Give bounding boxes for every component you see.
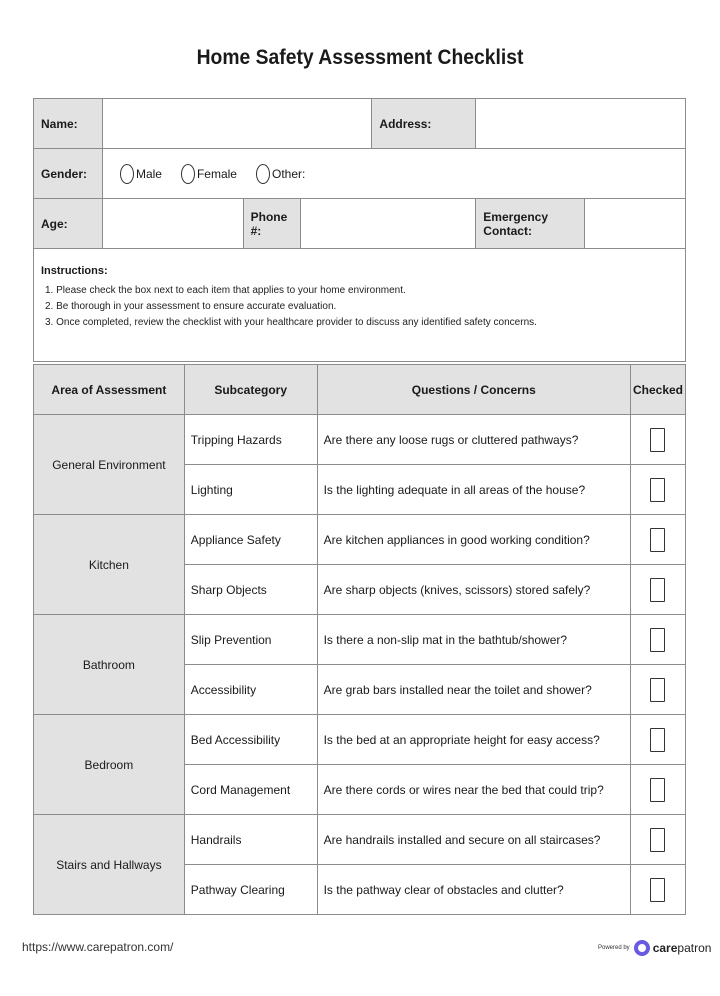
checkbox[interactable] bbox=[650, 728, 665, 752]
patient-info-table bbox=[33, 98, 686, 362]
gender-female-radio[interactable] bbox=[181, 164, 237, 184]
question-cell: Is the lighting adequate in all areas of the house? bbox=[317, 465, 630, 515]
table-row bbox=[34, 715, 686, 765]
question-cell: Are there any loose rugs or cluttered pathways? bbox=[317, 415, 630, 465]
subcategory-cell: Appliance Safety bbox=[184, 515, 317, 565]
gender-options bbox=[102, 149, 685, 199]
address-field[interactable] bbox=[476, 99, 686, 149]
checked-cell bbox=[630, 415, 685, 465]
subcategory-cell: Sharp Objects bbox=[184, 565, 317, 615]
checked-cell bbox=[630, 665, 685, 715]
question-cell: Are there cords or wires near the bed that could trip? bbox=[317, 765, 630, 815]
gender-label: Gender: bbox=[34, 149, 103, 199]
checkbox[interactable] bbox=[650, 478, 665, 502]
age-field[interactable] bbox=[102, 199, 243, 249]
area-stairs-and-hallways: Stairs and Hallways bbox=[34, 815, 185, 915]
brand-name-prefix: care bbox=[652, 941, 678, 955]
question-cell: Is the pathway clear of obstacles and clutter? bbox=[317, 865, 630, 915]
checkbox[interactable] bbox=[650, 428, 665, 452]
instruction-line: 3. Once completed, review the checklist with your healthcare provider to discuss any identified safety concerns. bbox=[45, 317, 537, 328]
checkbox[interactable] bbox=[650, 528, 665, 552]
checkbox[interactable] bbox=[650, 828, 665, 852]
subcategory-cell: Slip Prevention bbox=[184, 615, 317, 665]
checkbox[interactable] bbox=[650, 878, 665, 902]
brand-name-suffix: patron bbox=[677, 941, 712, 955]
table-row bbox=[34, 515, 686, 565]
table-row bbox=[34, 815, 686, 865]
question-cell: Are kitchen appliances in good working condition? bbox=[317, 515, 630, 565]
subcategory-cell: Bed Accessibility bbox=[184, 715, 317, 765]
instruction-line: 2. Be thorough in your assessment to ensure accurate evaluation. bbox=[45, 301, 337, 312]
subcategory-cell: Cord Management bbox=[184, 765, 317, 815]
question-cell: Is the bed at an appropriate height for easy access? bbox=[317, 715, 630, 765]
gender-female-label: Female bbox=[196, 166, 237, 181]
checked-cell bbox=[630, 565, 685, 615]
instruction-line: 1. Please check the box next to each item that applies to your home environment. bbox=[45, 285, 406, 296]
checked-cell bbox=[630, 815, 685, 865]
page-title: Home Safety Assessment Checklist bbox=[196, 46, 524, 69]
gender-other-radio[interactable] bbox=[256, 164, 305, 184]
checkbox[interactable] bbox=[650, 578, 665, 602]
radio-circle-icon[interactable] bbox=[181, 164, 195, 184]
table-header-row bbox=[34, 365, 686, 415]
phone-field[interactable] bbox=[300, 199, 476, 249]
brand-name bbox=[653, 941, 712, 955]
subcategory-cell: Handrails bbox=[184, 815, 317, 865]
checked-cell bbox=[630, 865, 685, 915]
area-bathroom: Bathroom bbox=[34, 615, 185, 715]
checked-cell bbox=[630, 715, 685, 765]
age-label: Age: bbox=[34, 199, 103, 249]
area-bedroom: Bedroom bbox=[34, 715, 185, 815]
subcategory-cell: Pathway Clearing bbox=[184, 865, 317, 915]
subcategory-cell: Lighting bbox=[184, 465, 317, 515]
question-cell: Are sharp objects (knives, scissors) stored safely? bbox=[317, 565, 630, 615]
radio-circle-icon[interactable] bbox=[256, 164, 270, 184]
phone-label: Phone #: bbox=[243, 199, 300, 249]
address-label: Address: bbox=[372, 99, 476, 149]
question-cell: Are handrails installed and secure on all staircases? bbox=[317, 815, 630, 865]
area-kitchen: Kitchen bbox=[34, 515, 185, 615]
table-row bbox=[34, 415, 686, 465]
checkbox[interactable] bbox=[650, 778, 665, 802]
question-cell: Are grab bars installed near the toilet and shower? bbox=[317, 665, 630, 715]
powered-by-label: Powered by bbox=[598, 945, 630, 951]
area-general-environment: General Environment bbox=[34, 415, 185, 515]
subcategory-cell: Accessibility bbox=[184, 665, 317, 715]
question-cell: Is there a non-slip mat in the bathtub/shower? bbox=[317, 615, 630, 665]
gender-male-label: Male bbox=[135, 166, 162, 181]
instructions-section bbox=[34, 249, 686, 362]
checked-cell bbox=[630, 615, 685, 665]
name-field[interactable] bbox=[102, 99, 371, 149]
column-header-subcategory: Subcategory bbox=[184, 365, 317, 415]
checked-cell bbox=[630, 765, 685, 815]
emergency-contact-field[interactable] bbox=[585, 199, 686, 249]
column-header-questions: Questions / Concerns bbox=[317, 365, 630, 415]
instructions-title: Instructions: bbox=[41, 265, 108, 277]
gender-other-label: Other: bbox=[271, 166, 306, 181]
table-row bbox=[34, 615, 686, 665]
gender-male-radio[interactable] bbox=[120, 164, 162, 184]
powered-by-brand[interactable] bbox=[598, 940, 711, 956]
emergency-contact-label: Emergency Contact: bbox=[476, 199, 585, 249]
checked-cell bbox=[630, 465, 685, 515]
footer-url-link[interactable]: https://www.carepatron.com/ bbox=[22, 940, 174, 954]
carepatron-logo-icon bbox=[634, 940, 650, 956]
subcategory-cell: Tripping Hazards bbox=[184, 415, 317, 465]
checkbox[interactable] bbox=[650, 678, 665, 702]
column-header-area: Area of Assessment bbox=[34, 365, 185, 415]
column-header-checked: Checked bbox=[630, 365, 685, 415]
name-label: Name: bbox=[34, 99, 103, 149]
checkbox[interactable] bbox=[650, 628, 665, 652]
radio-circle-icon[interactable] bbox=[120, 164, 134, 184]
assessment-table bbox=[33, 364, 686, 915]
checked-cell bbox=[630, 515, 685, 565]
